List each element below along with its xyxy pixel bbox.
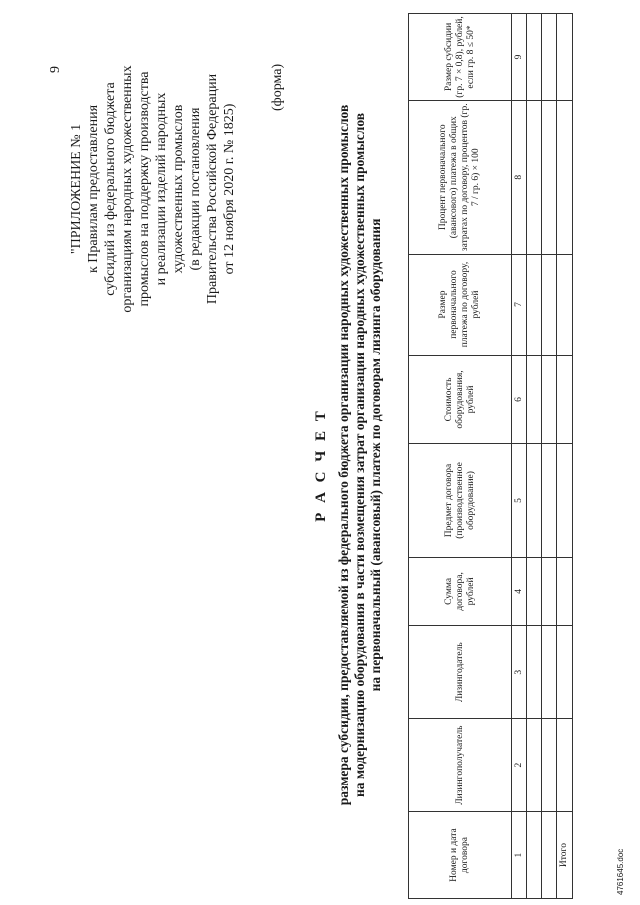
subtitle-line: на первоначальный (авансовый) платеж по договорам лизинга оборудования [368,218,383,692]
appendix-line: субсидий из федерального бюджета [103,82,118,296]
column-number: 1 [512,812,527,899]
column-header: Предмет договора (производственное оборудование) [409,444,512,557]
column-header: Лизингополучатель [409,719,512,812]
table-cell [527,355,542,444]
table-cell [527,100,542,254]
table-cell [542,812,557,899]
table-cell [557,14,573,101]
table-cell [542,355,557,444]
table-cell [557,444,573,557]
column-number: 5 [512,444,527,557]
column-header: Лизингодатель [409,626,512,719]
column-header: Размер первоначального платежа по договору, рублей [409,254,512,355]
page-number: 9 [48,66,63,73]
appendix-line: художественных промыслов [171,104,186,274]
document-title: Р А С Ч Е Т [313,408,329,522]
appendix-line: "ПРИЛОЖЕНИЕ № 1 [69,123,84,255]
appendix-line: промыслов на поддержку производства [137,71,152,307]
appendix-header [68,39,238,339]
appendix-line: от 12 ноября 2020 г. № 1825) [222,103,237,275]
column-number: 6 [512,355,527,444]
column-number: 9 [512,14,527,101]
table-cell [527,444,542,557]
column-header: Стоимость оборудования, рублей [409,355,512,444]
table-cell [542,557,557,626]
column-number: 7 [512,254,527,355]
table-row [527,14,542,899]
column-header: Процент первоначального (авансового) платежа в общих затратах по договору, процентов (гр. 7 / гр. 6) × 100 [409,100,512,254]
table-cell [542,719,557,812]
table-cell [542,626,557,719]
table-cell [557,719,573,812]
table-cell [557,557,573,626]
document-file-code: 4761645.doc [616,848,625,895]
appendix-line: организациям народных художественных [120,65,135,313]
table-cell [542,254,557,355]
column-number: 8 [512,100,527,254]
subtitle-line: размера субсидии, предоставляемой из федерального бюджета организации народных художественных промыслов [336,104,351,806]
table-cell [527,14,542,101]
subtitle-line: на модернизацию оборудования в части возмещения затрат организации народных художественных промыслов [352,112,367,798]
table-cell [542,14,557,101]
appendix-line: Правительства Российской Федерации [205,73,220,305]
table-cell [542,100,557,254]
table-cell [527,626,542,719]
column-header: Размер субсидии (гр. 7 × 0,8), рублей, если гр. 8 ≤ 50* [409,14,512,101]
column-number-row [512,14,527,899]
appendix-line: и реализации изделий народных [154,92,169,286]
table-cell [557,355,573,444]
table-cell [527,812,542,899]
table-header-row [409,14,512,899]
total-label: Итого [557,812,573,899]
document-subtitle [336,45,384,865]
table-cell [527,557,542,626]
column-number: 4 [512,557,527,626]
table-cell [527,719,542,812]
table-cell [557,100,573,254]
column-header: Номер и дата договора [409,812,512,899]
table-cell [557,254,573,355]
appendix-line: (в редакции постановления [188,107,203,271]
table-row [542,14,557,899]
table-cell [557,626,573,719]
column-number: 2 [512,719,527,812]
column-header: Сумма договора, рублей [409,557,512,626]
table-cell [527,254,542,355]
form-label: (форма) [270,63,285,111]
total-row [557,14,573,899]
appendix-line: к Правилам предоставления [86,104,101,274]
table-cell [542,444,557,557]
calculation-table [408,13,573,899]
column-number: 3 [512,626,527,719]
